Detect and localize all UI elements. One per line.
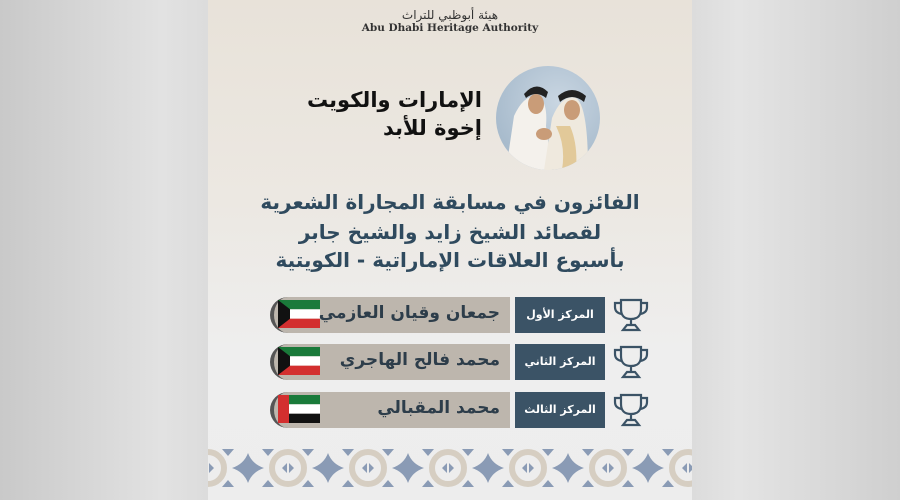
- place-label: المركز الثالث: [515, 392, 605, 428]
- winner-name: جمعان وقيان العازمي: [318, 303, 500, 323]
- logo-english: Abu Dhabi Heritage Authority: [361, 22, 539, 34]
- place-label: المركز الثاني: [515, 344, 605, 380]
- winner-name: محمد فالح الهاجري: [339, 350, 500, 370]
- heading-line-3: بأسبوع العلاقات الإماراتية - الكويتية: [275, 248, 625, 272]
- uae-flag-icon: [278, 395, 320, 423]
- winner-row-2: [270, 344, 650, 380]
- name-bar: [270, 344, 510, 380]
- heading-line-2: لقصائد الشيخ زايد والشيخ جابر: [298, 220, 602, 244]
- place-label: المركز الأول: [515, 297, 605, 333]
- logo-arabic: هيئة أبوظبي للتراث: [401, 8, 499, 22]
- winner-name: محمد المقبالي: [377, 398, 500, 418]
- trophy-icon: [612, 344, 650, 380]
- trophy-icon: [612, 297, 650, 333]
- poster: [208, 0, 692, 500]
- name-bar: [270, 297, 510, 333]
- title-line-2: إخوة للأبد: [382, 116, 482, 140]
- winner-row-1: [270, 297, 650, 333]
- heading-line-1: الفائزون في مسابقة المجاراة الشعرية: [260, 190, 640, 214]
- decorative-pattern: [208, 447, 692, 489]
- name-bar: [270, 392, 510, 428]
- trophy-icon: [612, 392, 650, 428]
- leaders-photo: [496, 66, 600, 170]
- title-line-1: الإمارات والكويت: [306, 88, 482, 112]
- kuwait-flag-icon: [278, 300, 320, 328]
- winner-row-3: [270, 392, 650, 428]
- kuwait-flag-icon: [278, 347, 320, 375]
